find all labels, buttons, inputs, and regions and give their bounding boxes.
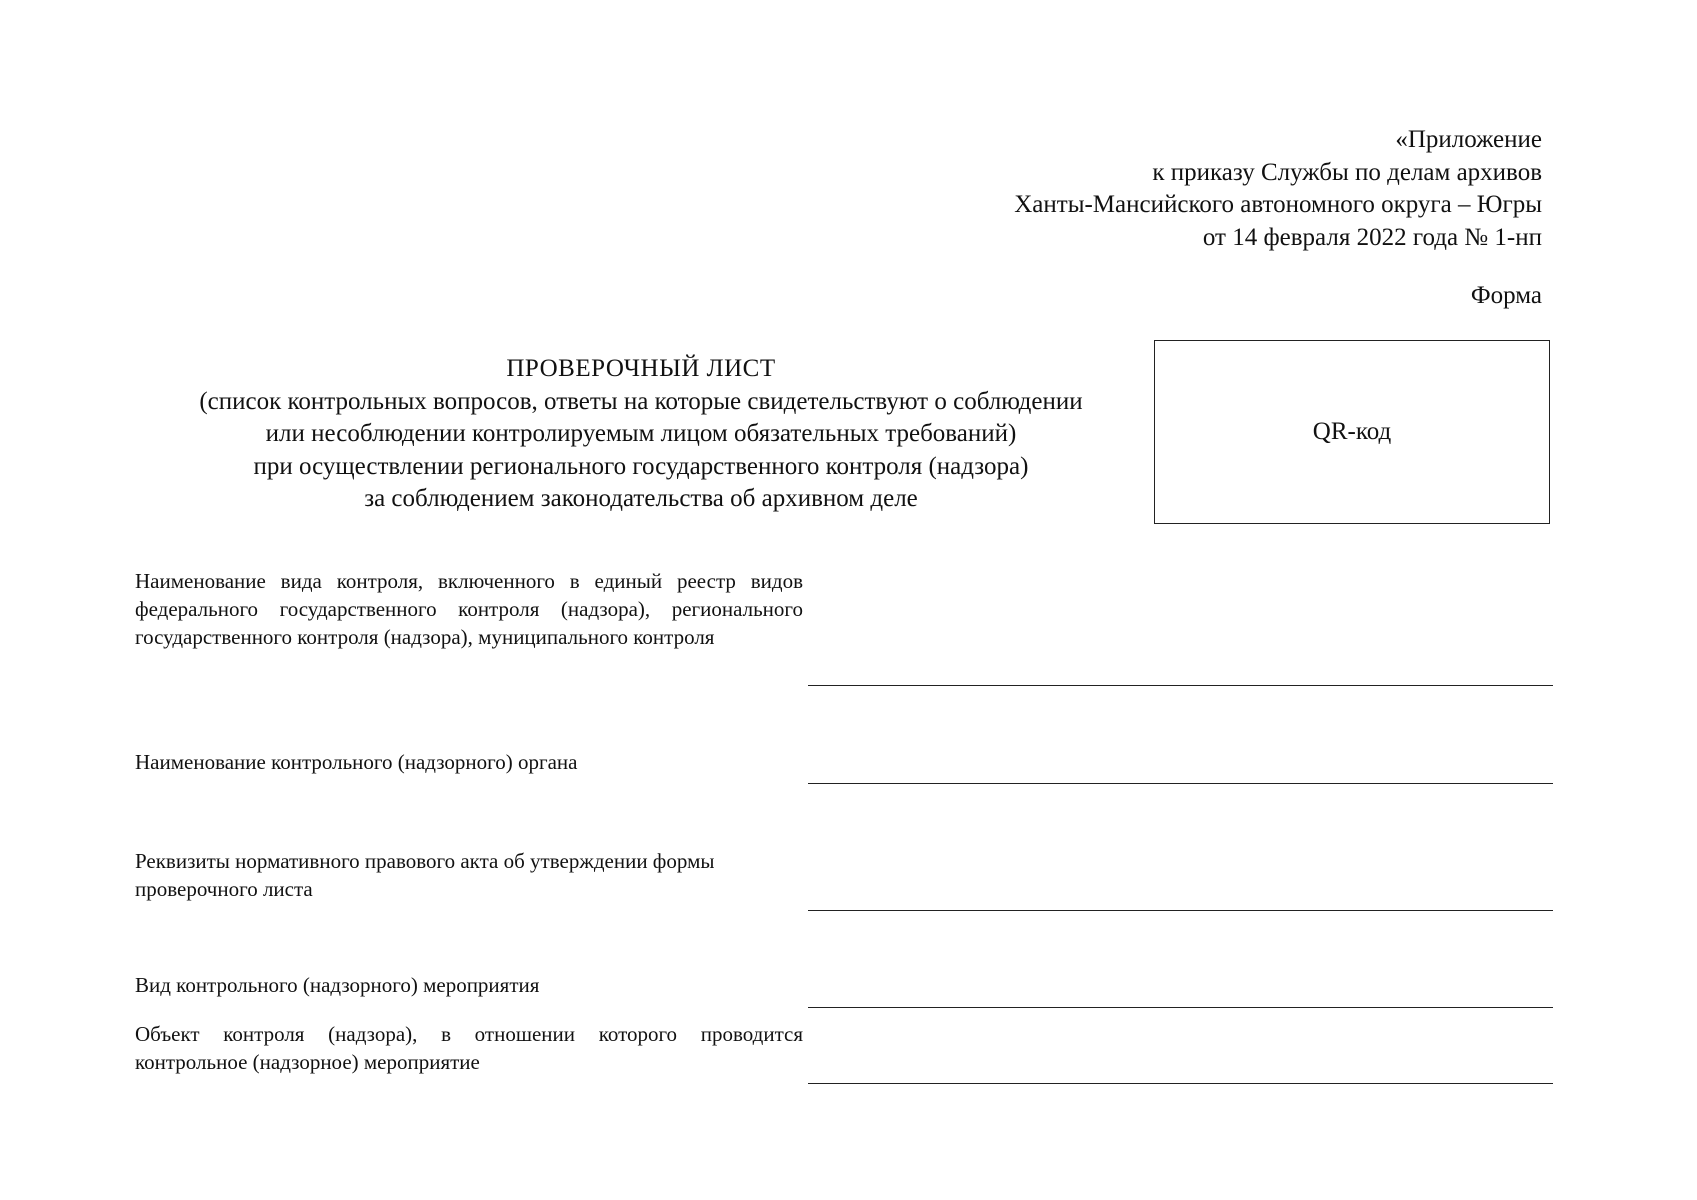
field-label-legal-act: Реквизиты нормативного правового акта об утверждении формы проверочного листа [135,849,715,901]
appendix-header-line-1: «Приложение [1395,126,1542,153]
field-line-legal-act[interactable] [808,910,1553,911]
appendix-header [1014,124,1542,254]
appendix-header-line-3: Ханты-Мансийского автономного округа – Югры [1014,191,1542,218]
field-line-control-event-type[interactable] [808,1007,1553,1008]
field-label-control-body: Наименование контрольного (надзорного) органа [135,750,578,774]
document-subtitle-line-2: или несоблюдении контролируемым лицом обязательных требований) [265,420,1017,447]
field-label-control-event-type: Вид контрольного (надзорного) мероприятия [135,973,540,997]
field-line-control-object[interactable] [808,1083,1553,1084]
qr-code-box [1154,340,1550,524]
document-title: ПРОВЕРОЧНЫЙ ЛИСТ [506,355,776,382]
field-label-control-object: Объект контроля (надзора), в отношении которого проводится контрольное (надзорное) мероприятие [135,1022,803,1074]
appendix-header-line-4: от 14 февраля 2022 года № 1-нп [1202,223,1542,251]
appendix-header-line-2: к приказу Службы по делам архивов [1152,158,1542,186]
field-label-control-type: Наименование вида контроля, включенного в единый реестр видов федерального государственного контроля (надзора), регионального государственного контроля (надзора), муниципального контроля [135,569,803,649]
field-line-control-body[interactable] [808,783,1553,784]
document-subtitle-line-3: при осуществлении регионального государственного контроля (надзора) [253,452,1029,480]
field-line-control-type[interactable] [808,685,1553,686]
document-subtitle-line-1: (список контрольных вопросов, ответы на которые свидетельствуют о соблюдении [199,387,1083,415]
document-subtitle-line-4: за соблюдением законодательства об архивном деле [364,485,918,512]
document-title-block [120,353,1162,516]
qr-code-label: QR-код [1312,418,1392,445]
form-label: Форма [1470,282,1542,309]
